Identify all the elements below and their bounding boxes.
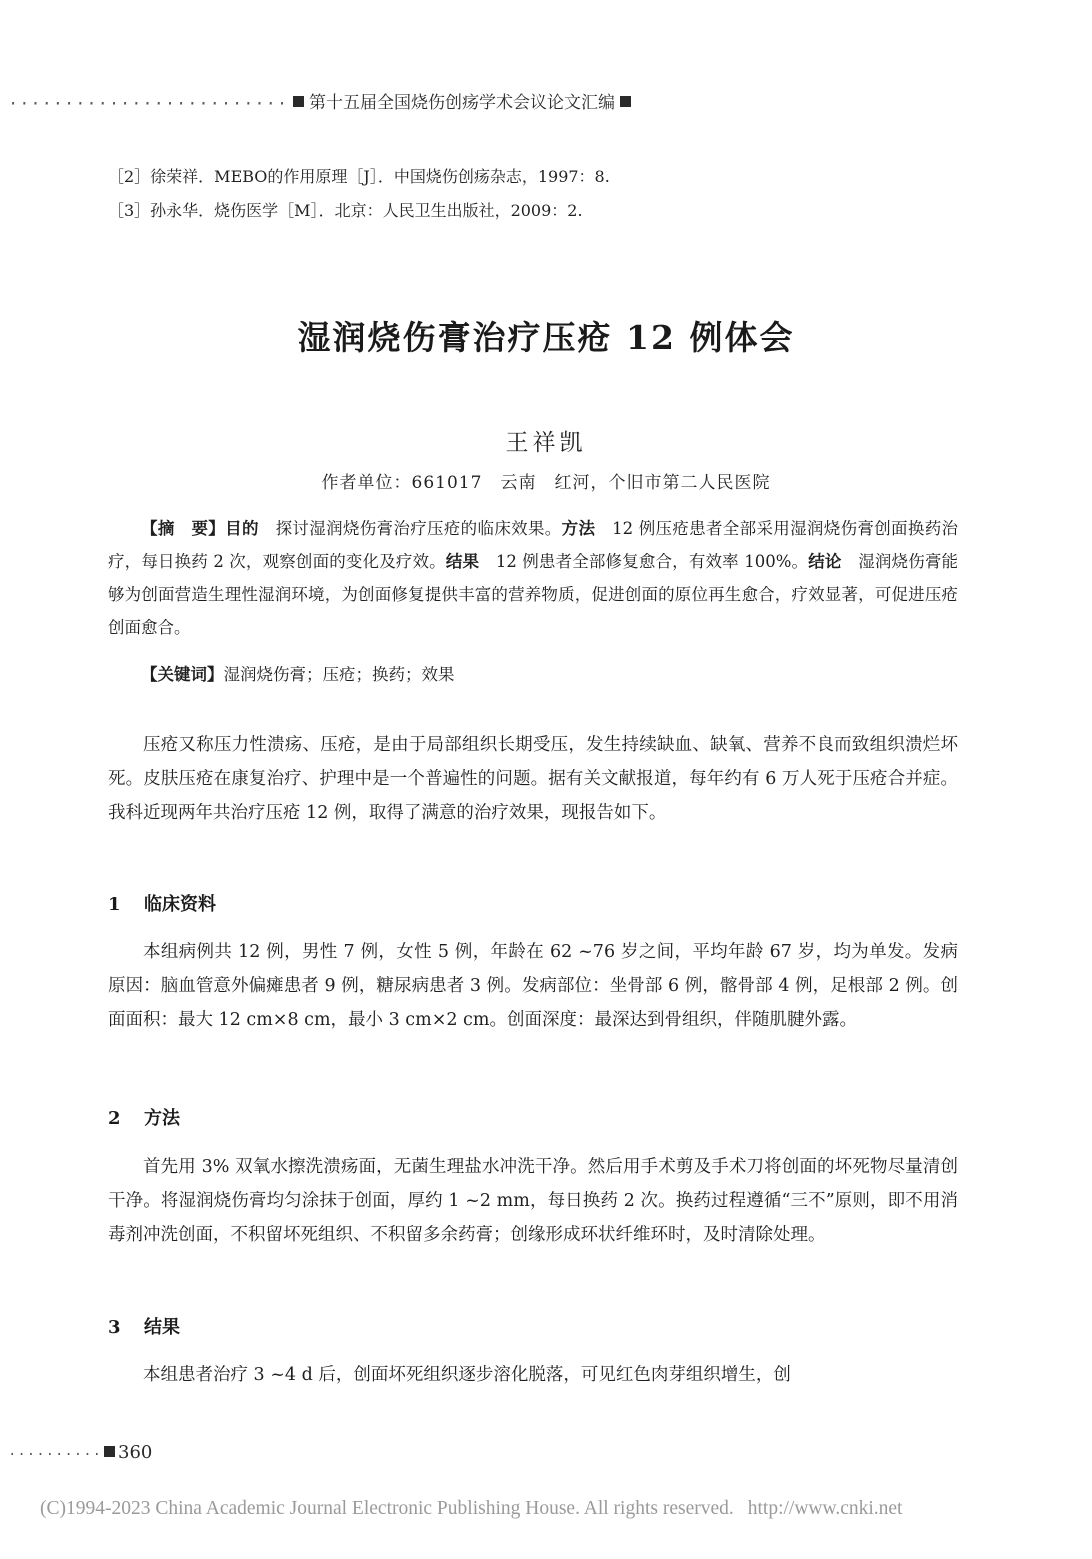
section-title: 结果 bbox=[144, 1317, 180, 1338]
section-number: 2 bbox=[108, 1108, 121, 1129]
conclusion-label: 结论 bbox=[808, 552, 842, 571]
section-heading bbox=[108, 1104, 180, 1130]
square-bullet-icon bbox=[293, 96, 304, 107]
copyright-notice bbox=[40, 1498, 902, 1520]
section-title: 方法 bbox=[144, 1108, 180, 1129]
section-title: 临床资料 bbox=[144, 894, 216, 915]
section-heading bbox=[108, 1313, 180, 1339]
section-paragraph: 本组病例共 12 例，男性 7 例，女性 5 例，年龄在 62 ~76 岁之间，平均年龄 67 岁，均为单发。发病原因：脑血管意外偏瘫患者 9 例，糖尿病患者 3 例。发病部位：坐骨部 6 例，髂骨部 4 例，足根部 2 例。创面面积：最大 12 cm×8 cm，最小 3 cm×2 cm。创面深度：最深达到骨组织，伴随肌腱外露。 bbox=[108, 942, 958, 1030]
method-label: 方法 bbox=[561, 519, 596, 538]
reference-item: ［3］孙永华．烧伤医学［M］．北京：人民卫生出版社，2009：2. bbox=[108, 201, 583, 220]
copyright-text: (C)1994-2023 China Academic Journal Electronic Publishing House. All rights reserved. bbox=[40, 1498, 734, 1519]
abstract-label: 【摘 要】 bbox=[141, 519, 226, 538]
page-footer bbox=[8, 1442, 152, 1463]
section-heading bbox=[108, 890, 216, 916]
journal-name: 第十五届全国烧伤创疡学术会议论文汇编 bbox=[309, 93, 616, 113]
intro-paragraph: 压疮又称压力性溃疡、压疮，是由于局部组织长期受压，发生持续缺血、缺氧、营养不良而致组织溃烂坏死。皮肤压疮在康复治疗、护理中是一个普遍性的问题。据有关文献报道，每年约有 6 万人死于压疮合并症。我科近现两年共治疗压疮 12 例，取得了满意的治疗效果，现报告如下。 bbox=[108, 735, 958, 823]
result-label: 结果 bbox=[445, 552, 480, 571]
square-bullet-icon bbox=[620, 96, 631, 107]
conclusion-text: 湿润烧伤膏能够为创面营造生理性湿润环境，为创面修复提供丰富的营养物质，促进创面的原位再生愈合，疗效显著，可促进压疮创面愈合。 bbox=[108, 552, 959, 637]
section-paragraph: 本组患者治疗 3 ~4 d 后，创面坏死组织逐步溶化脱落，可见红色肉芽组织增生，创 bbox=[143, 1365, 791, 1385]
keywords-label: 【关键词】 bbox=[141, 665, 224, 684]
page-number: 360 bbox=[118, 1442, 153, 1463]
square-bullet-icon bbox=[104, 1446, 115, 1457]
author-name: 王祥凯 bbox=[505, 430, 587, 456]
running-header bbox=[8, 88, 636, 114]
leader-dots: ·········· bbox=[8, 1447, 103, 1463]
purpose-text: 探讨湿润烧伤膏治疗压疮的临床效果。 bbox=[275, 519, 562, 538]
abstract bbox=[108, 512, 958, 644]
keywords bbox=[108, 660, 958, 690]
article-title: 湿润烧伤膏治疗压疮 12 例体会 bbox=[297, 318, 795, 357]
purpose-label: 目的 bbox=[225, 519, 259, 538]
reference-item: ［2］徐荣祥．MEBO的作用原理［J］．中国烧伤创疡杂志，1997：8. bbox=[108, 167, 610, 186]
method-text: 12 例压疮患者全部采用湿润烧伤膏创面换药治疗，每日换药 2 次，观察创面的变化及疗效。 bbox=[108, 519, 959, 571]
author-affiliation: 作者单位：661017 云南 红河，个旧市第二人民医院 bbox=[321, 473, 771, 493]
leader-dots: ························· bbox=[8, 95, 289, 114]
section-number: 1 bbox=[108, 894, 121, 915]
copyright-url: http://www.cnki.net bbox=[747, 1498, 903, 1519]
section-number: 3 bbox=[108, 1317, 121, 1338]
result-text: 12 例患者全部修复愈合，有效率 100%。 bbox=[495, 552, 809, 571]
keywords-text: 湿润烧伤膏；压疮；换药；效果 bbox=[223, 665, 455, 684]
section-paragraph: 首先用 3% 双氧水擦洗溃疡面，无菌生理盐水冲洗干净。然后用手术剪及手术刀将创面的坏死物尽量清创干净。将湿润烧伤膏均匀涂抹于创面，厚约 1 ~2 mm，每日换药 2 次。换药过程遵循“三不”原则，即不用消毒剂冲洗创面，不积留坏死组织、不积留多余药膏；创缘形成环状纤维环时，及时清除处理。 bbox=[108, 1157, 958, 1245]
